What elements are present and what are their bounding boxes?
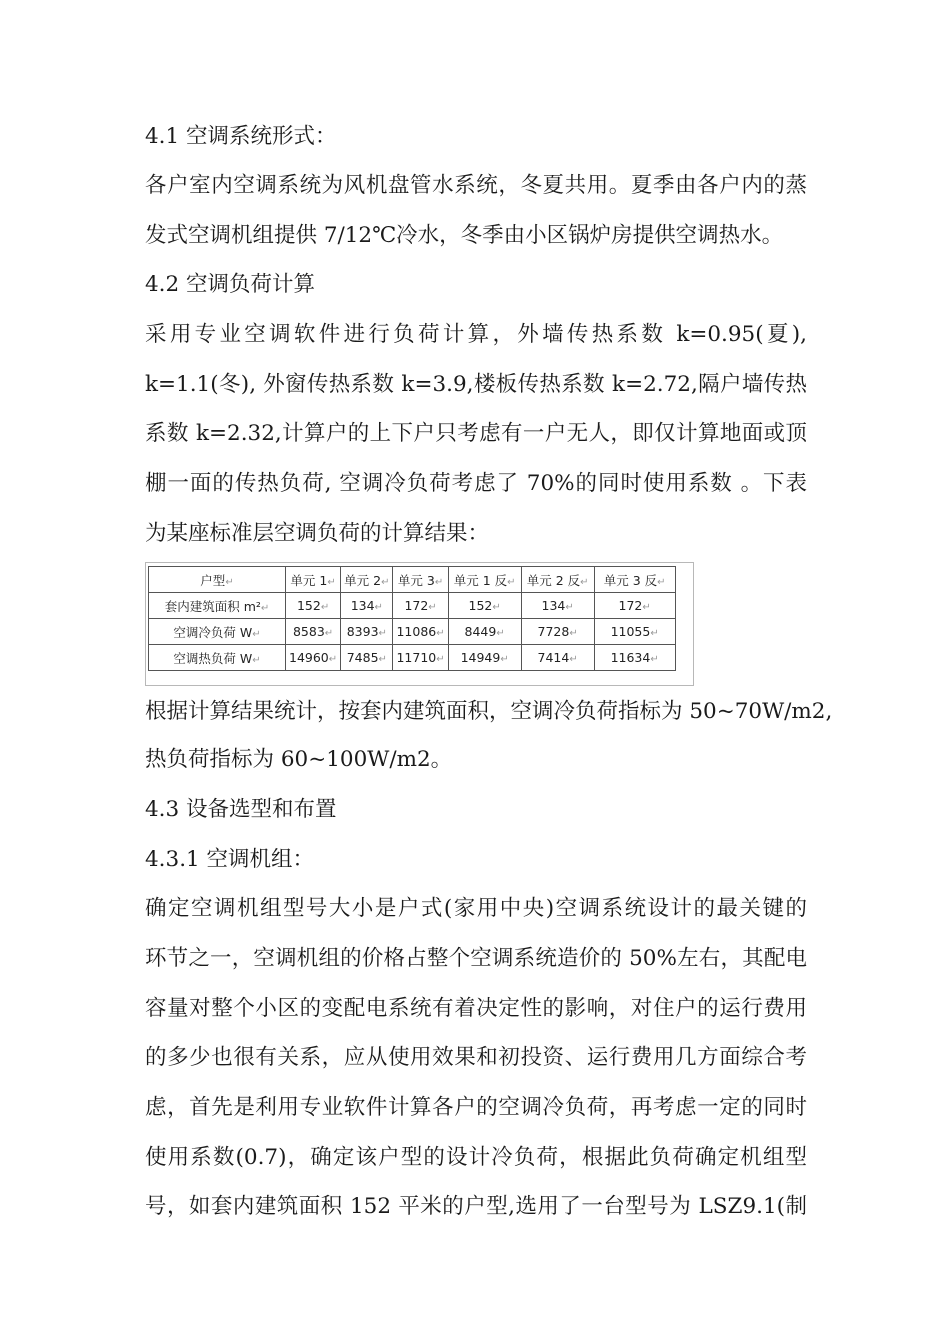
paragraph-line: k=1.1(冬), 外窗传热系数 k=3.9,楼板传热系数 k=2.72,隔户墙传热 — [145, 372, 807, 397]
paragraph-line: 确定空调机组型号大小是户式(家用中央)空调系统设计的最关键的 — [145, 896, 807, 921]
table-cell: 11634↵ — [594, 645, 675, 671]
table-cell: 152↵ — [286, 593, 341, 619]
table-cell: 14949↵ — [448, 645, 521, 671]
table-cell: 14960↵ — [286, 645, 341, 671]
table-cell: 11710↵ — [393, 645, 448, 671]
table-cell: 134↵ — [521, 593, 594, 619]
table-cell: 11086↵ — [393, 619, 448, 645]
paragraph-line: 棚一面的传热负荷, 空调冷负荷考虑了 70%的同时使用系数 。下表 — [145, 471, 807, 496]
table-row-label: 空调热负荷 W↵ — [149, 645, 286, 671]
table-header-cell: 单元 1 反↵ — [448, 567, 521, 593]
table-cell: 8393↵ — [341, 619, 393, 645]
table-cell: 7414↵ — [521, 645, 594, 671]
paragraph-line: 环节之一，空调机组的价格占整个空调系统造价的 50%左右，其配电 — [145, 946, 807, 971]
load-results-table-image — [145, 562, 694, 686]
table-header-cell: 单元 2 反↵ — [521, 567, 594, 593]
paragraph-line: 为某座标准层空调负荷的计算结果： — [145, 521, 490, 546]
paragraph-line: 容量对整个小区的变配电系统有着决定性的影响，对住户的运行费用 — [145, 996, 807, 1021]
table-row-label: 空调冷负荷 W↵ — [149, 619, 286, 645]
paragraph-line: 采用专业空调软件进行负荷计算，外墙传热系数 k=0.95(夏), — [145, 322, 807, 347]
table-row — [149, 619, 676, 645]
section-heading-4-2: 4.2 空调负荷计算 — [145, 272, 316, 297]
table-cell: 11055↵ — [594, 619, 675, 645]
table-header-cell: 单元 3↵ — [393, 567, 448, 593]
paragraph-line: 发式空调机组提供 7/12℃冷水，冬季由小区锅炉房提供空调热水。 — [145, 223, 784, 248]
paragraph-line: 号，如套内建筑面积 152 平米的户型,选用了一台型号为 LSZ9.1(制 — [145, 1194, 807, 1219]
table-header-cell: 单元 2↵ — [341, 567, 393, 593]
table-row — [149, 645, 676, 671]
table-header-row — [149, 567, 676, 593]
paragraph-line: 根据计算结果统计，按套内建筑面积，空调冷负荷指标为 50~70W/m2, — [145, 699, 833, 724]
table-cell: 152↵ — [448, 593, 521, 619]
paragraph-line: 系数 k=2.32,计算户的上下户只考虑有一户无人，即仅计算地面或顶 — [145, 421, 807, 446]
table-header-cell: 单元 1↵ — [286, 567, 341, 593]
table-cell: 8449↵ — [448, 619, 521, 645]
section-heading-4-3: 4.3 设备选型和布置 — [145, 797, 337, 822]
paragraph-line: 的多少也很有关系，应从使用效果和初投资、运行费用几方面综合考 — [145, 1045, 807, 1070]
paragraph-line: 虑，首先是利用专业软件计算各户的空调冷负荷，再考虑一定的同时 — [145, 1095, 807, 1120]
table-row-label: 套内建筑面积 m²↵ — [149, 593, 286, 619]
table-cell: 7485↵ — [341, 645, 393, 671]
load-results-table — [148, 566, 676, 671]
section-heading-4-1: 4.1 空调系统形式： — [145, 124, 337, 149]
table-cell: 172↵ — [594, 593, 675, 619]
table-cell: 7728↵ — [521, 619, 594, 645]
table-cell: 172↵ — [393, 593, 448, 619]
table-cell: 134↵ — [341, 593, 393, 619]
paragraph-line: 热负荷指标为 60~100W/m2。 — [145, 747, 453, 772]
paragraph-line: 使用系数(0.7)，确定该户型的设计冷负荷，根据此负荷确定机组型 — [145, 1145, 807, 1170]
table-row — [149, 593, 676, 619]
section-heading-4-3-1: 4.3.1 空调机组： — [145, 847, 315, 872]
table-header-cell: 单元 3 反↵ — [594, 567, 675, 593]
table-header-cell: 户型↵ — [149, 567, 286, 593]
table-cell: 8583↵ — [286, 619, 341, 645]
paragraph-line: 各户室内空调系统为风机盘管水系统，冬夏共用。夏季由各户内的蒸 — [145, 173, 807, 198]
